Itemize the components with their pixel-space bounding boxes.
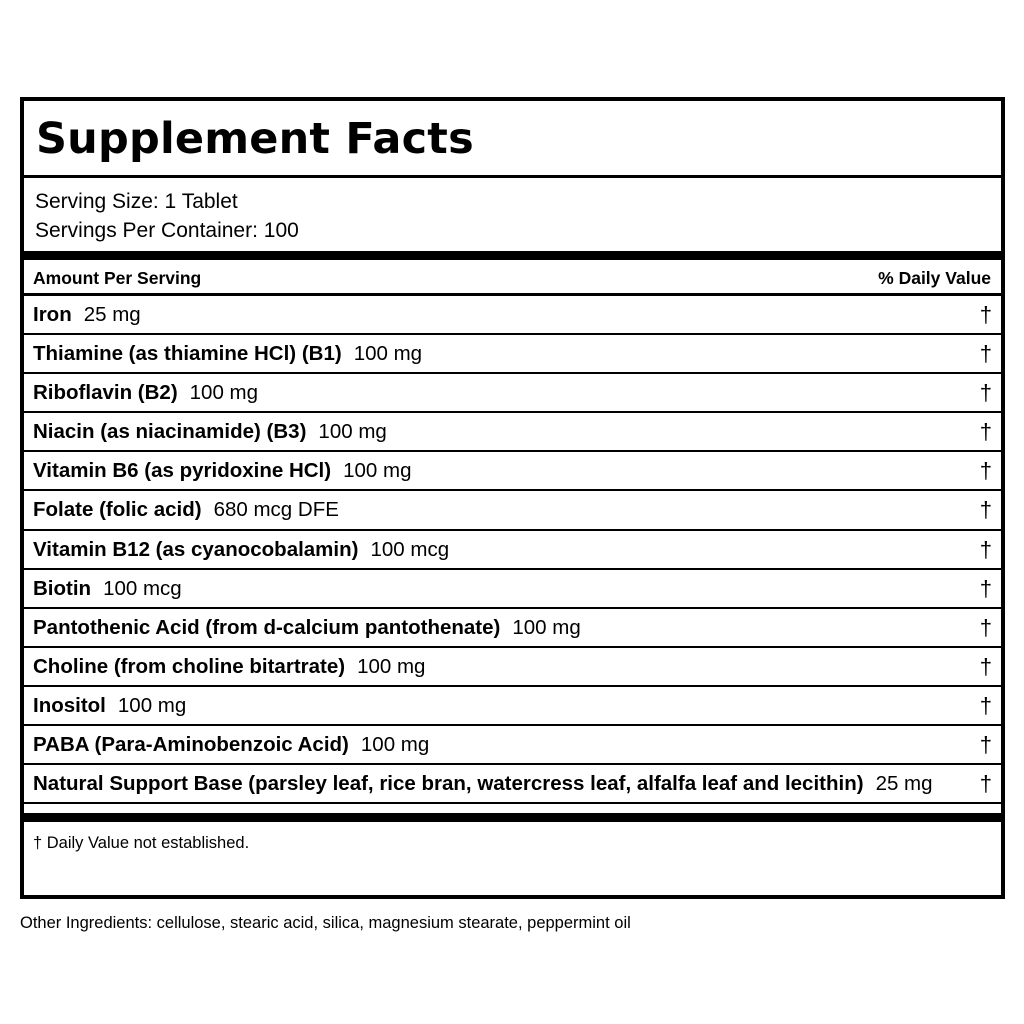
- daily-value-dagger: †: [979, 653, 992, 679]
- serving-info: [24, 178, 1001, 251]
- nutrient-row: [24, 452, 1001, 491]
- nutrient-amount: 100 mg: [117, 693, 187, 717]
- nutrient-row: [24, 726, 1001, 765]
- nutrient-text: [33, 491, 339, 528]
- nutrient-name: Natural Support Base (parsley leaf, rice bran, watercress leaf, alfalfa leaf and lecithin): [33, 772, 864, 796]
- nutrient-text: [33, 765, 933, 802]
- nutrient-amount: 100 mg: [343, 459, 412, 483]
- nutrient-amount: 100 mg: [318, 420, 387, 444]
- nutrient-row: [24, 648, 1001, 687]
- thick-divider-top: [24, 251, 1001, 260]
- nutrient-text: [33, 296, 141, 333]
- daily-value-dagger: †: [979, 419, 992, 445]
- nutrient-text: [33, 531, 449, 568]
- nutrient-row: [24, 687, 1001, 726]
- nutrient-name: Pantothenic Acid (from d-calcium pantothenate): [33, 615, 501, 639]
- footnote: † Daily Value not established.: [33, 834, 250, 852]
- nutrient-text: [33, 609, 581, 646]
- nutrient-text: [33, 374, 258, 411]
- row-spacer: [24, 804, 1001, 812]
- daily-value-label: % Daily Value: [878, 268, 991, 288]
- nutrient-text: [33, 726, 429, 763]
- nutrient-name: Iron: [33, 303, 72, 326]
- nutrient-amount: 100 mcg: [370, 537, 450, 561]
- nutrient-row: [24, 491, 1001, 530]
- nutrient-amount: 100 mg: [189, 381, 259, 405]
- nutrient-row: [24, 413, 1001, 452]
- nutrient-amount: 680 mcg DFE: [213, 498, 339, 522]
- nutrient-text: [33, 335, 422, 372]
- daily-value-dagger: †: [979, 302, 992, 327]
- nutrient-name: Biotin: [33, 576, 92, 600]
- nutrient-name: Niacin (as niacinamide) (B3): [33, 420, 307, 444]
- panel-title: Supplement Facts: [24, 101, 1001, 178]
- nutrient-text: [33, 570, 182, 607]
- nutrient-amount: 100 mg: [360, 733, 430, 757]
- nutrient-row: [24, 609, 1001, 648]
- serving-size: Serving Size: 1 Tablet: [35, 190, 238, 213]
- nutrient-amount: 25 mg: [83, 303, 141, 326]
- nutrient-text: [33, 452, 411, 489]
- nutrient-list: [24, 296, 1001, 812]
- nutrient-row: [24, 335, 1001, 374]
- nutrient-amount: 100 mg: [353, 342, 423, 366]
- daily-value-dagger: †: [979, 614, 992, 640]
- supplement-facts-panel: [20, 97, 1005, 899]
- column-header-row: [24, 260, 1001, 296]
- daily-value-dagger: †: [979, 341, 992, 367]
- nutrient-row: [24, 374, 1001, 413]
- nutrient-name: Riboflavin (B2): [33, 381, 178, 405]
- daily-value-dagger: †: [979, 732, 992, 758]
- servings-per-container: Servings Per Container: 100: [35, 219, 299, 242]
- nutrient-row: [24, 531, 1001, 570]
- nutrient-amount: 25 mg: [875, 772, 933, 796]
- nutrient-name: PABA (Para-Aminobenzoic Acid): [33, 733, 349, 757]
- nutrient-name: Inositol: [33, 693, 106, 717]
- nutrient-name: Folate (folic acid): [33, 498, 202, 522]
- nutrient-amount: 100 mcg: [103, 576, 182, 600]
- thick-divider-bottom: [24, 813, 1001, 822]
- nutrient-row: [24, 765, 1001, 804]
- nutrient-name: Vitamin B12 (as cyanocobalamin): [33, 537, 359, 561]
- daily-value-dagger: †: [979, 497, 992, 523]
- nutrient-amount: 100 mg: [357, 654, 426, 678]
- nutrient-text: [33, 648, 425, 685]
- daily-value-dagger: †: [979, 458, 992, 484]
- daily-value-dagger: †: [979, 771, 992, 797]
- nutrient-text: [33, 413, 387, 450]
- daily-value-dagger: †: [979, 692, 992, 718]
- daily-value-dagger: †: [979, 380, 992, 406]
- nutrient-name: Thiamine (as thiamine HCl) (B1): [33, 342, 342, 366]
- amount-per-serving-label: Amount Per Serving: [33, 268, 202, 288]
- nutrient-text: [33, 687, 186, 724]
- daily-value-dagger: †: [979, 575, 992, 601]
- daily-value-dagger: †: [979, 536, 992, 562]
- nutrient-amount: 100 mg: [512, 615, 581, 639]
- nutrient-name: Choline (from choline bitartrate): [33, 654, 346, 678]
- nutrient-name: Vitamin B6 (as pyridoxine HCl): [33, 459, 332, 483]
- other-ingredients: Other Ingredients: cellulose, stearic acid, silica, magnesium stearate, peppermint oil: [20, 914, 631, 932]
- nutrient-row: [24, 296, 1001, 335]
- nutrient-row: [24, 570, 1001, 609]
